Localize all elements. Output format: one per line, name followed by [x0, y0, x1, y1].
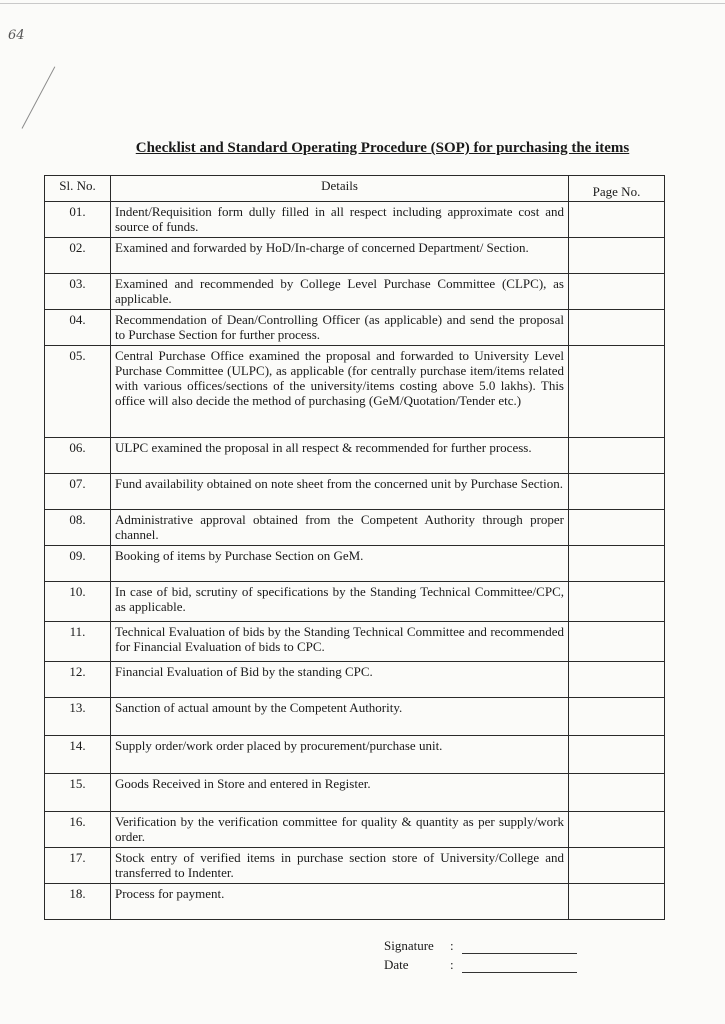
row-details: Verification by the verification committee for quality & quantity as per supply/work order.: [111, 812, 569, 848]
page-top-edge: [0, 3, 725, 4]
row-page-no[interactable]: [569, 812, 665, 848]
row-details: Sanction of actual amount by the Competent Authority.: [111, 698, 569, 736]
signature-blank[interactable]: [462, 941, 577, 954]
table-row: [45, 698, 665, 736]
row-page-no[interactable]: [569, 474, 665, 510]
table-row: [45, 546, 665, 582]
row-sl-no: 09.: [45, 546, 111, 582]
row-details: Stock entry of verified items in purchase section store of University/College and transferred to Indenter.: [111, 848, 569, 884]
table-row: [45, 510, 665, 546]
date-line: [384, 957, 577, 973]
row-details: Process for payment.: [111, 884, 569, 920]
row-sl-no: 06.: [45, 438, 111, 474]
row-page-no[interactable]: [569, 662, 665, 698]
row-details: Financial Evaluation of Bid by the standing CPC.: [111, 662, 569, 698]
row-page-no[interactable]: [569, 274, 665, 310]
row-page-no[interactable]: [569, 438, 665, 474]
table-header-row: [45, 176, 665, 202]
table-row: [45, 274, 665, 310]
table-row: [45, 774, 665, 812]
header-page-no: Page No.: [569, 176, 665, 202]
table-row: [45, 310, 665, 346]
header-details: Details: [111, 176, 569, 202]
row-sl-no: 13.: [45, 698, 111, 736]
row-sl-no: 15.: [45, 774, 111, 812]
signature-line: [384, 938, 577, 954]
header-sl-no: Sl. No.: [45, 176, 111, 202]
pen-stroke-mark: [22, 66, 56, 128]
row-page-no[interactable]: [569, 310, 665, 346]
row-page-no[interactable]: [569, 884, 665, 920]
row-page-no[interactable]: [569, 622, 665, 662]
row-sl-no: 10.: [45, 582, 111, 622]
row-details: Central Purchase Office examined the proposal and forwarded to University Level Purchase Committee (ULPC), as applicable (for centrally purchase item/items related with various offices/sections of the university/items costing above 5.0 lakhs). This office will also decide the method of purchasing (GeM/Quotation/Tender etc.): [111, 346, 569, 438]
row-details: Booking of items by Purchase Section on GeM.: [111, 546, 569, 582]
row-sl-no: 07.: [45, 474, 111, 510]
table-row: [45, 474, 665, 510]
row-details: ULPC examined the proposal in all respect & recommended for further process.: [111, 438, 569, 474]
row-page-no[interactable]: [569, 582, 665, 622]
row-details: Recommendation of Dean/Controlling Officer (as applicable) and send the proposal to Purchase Section for further process.: [111, 310, 569, 346]
row-sl-no: 18.: [45, 884, 111, 920]
row-page-no[interactable]: [569, 546, 665, 582]
table-row: [45, 202, 665, 238]
handwritten-page-number: 64: [8, 28, 25, 43]
row-sl-no: 04.: [45, 310, 111, 346]
row-sl-no: 01.: [45, 202, 111, 238]
row-sl-no: 11.: [45, 622, 111, 662]
row-details: Technical Evaluation of bids by the Standing Technical Committee and recommended for Financial Evaluation of bids to CPC.: [111, 622, 569, 662]
row-page-no[interactable]: [569, 848, 665, 884]
row-sl-no: 17.: [45, 848, 111, 884]
table-row: [45, 884, 665, 920]
table-row: [45, 662, 665, 698]
row-sl-no: 12.: [45, 662, 111, 698]
row-page-no[interactable]: [569, 774, 665, 812]
row-sl-no: 02.: [45, 238, 111, 274]
row-details: Administrative approval obtained from the Competent Authority through proper channel.: [111, 510, 569, 546]
row-page-no[interactable]: [569, 238, 665, 274]
row-page-no[interactable]: [569, 510, 665, 546]
row-details: Examined and forwarded by HoD/In-charge of concerned Department/ Section.: [111, 238, 569, 274]
row-sl-no: 05.: [45, 346, 111, 438]
row-details: Indent/Requisition form dully filled in all respect including approximate cost and source of funds.: [111, 202, 569, 238]
table-row: [45, 582, 665, 622]
table-row: [45, 622, 665, 662]
document-title: Checklist and Standard Operating Procedure (SOP) for purchasing the items: [135, 140, 630, 156]
date-label: Date: [384, 957, 409, 972]
row-sl-no: 03.: [45, 274, 111, 310]
row-details: Fund availability obtained on note sheet from the concerned unit by Purchase Section.: [111, 474, 569, 510]
table-row: [45, 346, 665, 438]
row-page-no[interactable]: [569, 202, 665, 238]
row-page-no[interactable]: [569, 698, 665, 736]
row-page-no[interactable]: [569, 346, 665, 438]
row-details: Supply order/work order placed by procurement/purchase unit.: [111, 736, 569, 774]
row-details: In case of bid, scrutiny of specifications by the Standing Technical Committee/CPC, as applicable.: [111, 582, 569, 622]
signature-colon: :: [450, 938, 454, 953]
row-details: Examined and recommended by College Level Purchase Committee (CLPC), as applicable.: [111, 274, 569, 310]
row-page-no[interactable]: [569, 736, 665, 774]
table-row: [45, 438, 665, 474]
table-row: [45, 848, 665, 884]
row-sl-no: 16.: [45, 812, 111, 848]
row-details: Goods Received in Store and entered in Register.: [111, 774, 569, 812]
table-row: [45, 238, 665, 274]
row-sl-no: 14.: [45, 736, 111, 774]
row-sl-no: 08.: [45, 510, 111, 546]
table-row: [45, 736, 665, 774]
sop-checklist-table: [44, 175, 665, 920]
signature-label: Signature: [384, 938, 434, 953]
table-row: [45, 812, 665, 848]
date-colon: :: [450, 957, 454, 972]
date-blank[interactable]: [462, 960, 577, 973]
